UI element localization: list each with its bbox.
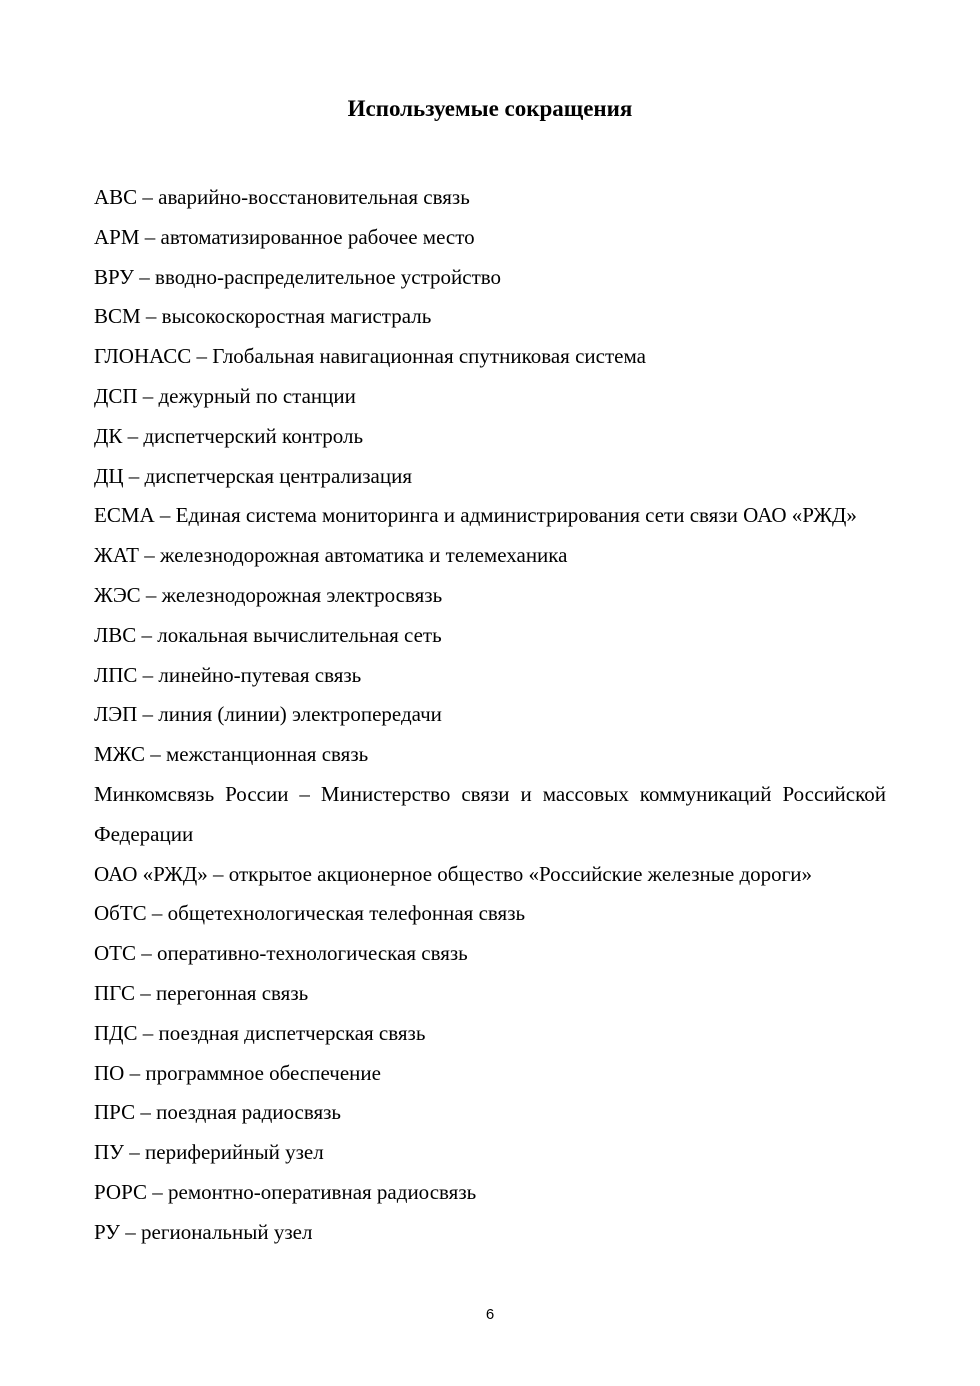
- abbreviation-entry: ГЛОНАСС – Глобальная навигационная спутниковая система: [94, 344, 646, 369]
- abbreviation-entry: ПУ – периферийный узел: [94, 1140, 324, 1165]
- abbreviation-entry: РОРС – ремонтно-оперативная радиосвязь: [94, 1179, 477, 1204]
- abbreviation-entry: ЖЭС – железнодорожная электросвязь: [94, 582, 443, 607]
- abbreviations-list: [94, 178, 886, 1253]
- abbreviation-entry: ДК – диспетчерский контроль: [94, 423, 364, 448]
- abbreviation-entry: ОТС – оперативно-технологическая связь: [94, 941, 468, 966]
- abbreviation-entry: АВС – аварийно-восстановительная связь: [94, 185, 470, 209]
- abbreviation-entry: ЛПС – линейно-путевая связь: [94, 662, 362, 687]
- abbreviation-entry: ЕСМА – Единая система мониторинга и администрирования сети связи ОАО «РЖД»: [94, 503, 857, 528]
- abbreviation-entry: ПДС – поездная диспетчерская связь: [94, 1020, 426, 1045]
- page-title: Используемые сокращения: [347, 96, 633, 121]
- abbreviation-entry: ЖАТ – железнодорожная автоматика и телемеханика: [94, 543, 568, 568]
- abbreviation-entry: ОАО «РЖД» – открытое акционерное общество «Российские железные дороги»: [94, 861, 813, 886]
- abbreviation-entry: ЛВС – локальная вычислительная сеть: [94, 622, 442, 647]
- abbreviation-entry: АРМ – автоматизированное рабочее место: [94, 224, 475, 249]
- abbreviation-entry: ДЦ – диспетчерская централизация: [94, 463, 412, 488]
- abbreviation-entry: ОбТС – общетехнологическая телефонная связь: [94, 901, 526, 926]
- abbreviation-entry: ВРУ – вводно-распределительное устройство: [94, 264, 502, 289]
- abbreviation-entry: МЖС – межстанционная связь: [94, 742, 369, 767]
- abbreviation-entry: Минкомсвязь России – Министерство связи и массовых коммуникаций Российской Федерации: [94, 781, 886, 846]
- page-number: 6: [485, 1306, 495, 1323]
- abbreviation-entry: ДСП – дежурный по станции: [94, 383, 356, 408]
- abbreviation-entry: ВСМ – высокоскоростная магистраль: [94, 304, 432, 329]
- abbreviation-entry: РУ – региональный узел: [94, 1219, 313, 1244]
- abbreviation-entry: ЛЭП – линия (линии) электропередачи: [94, 702, 442, 727]
- abbreviation-entry: ПГС – перегонная связь: [94, 980, 309, 1005]
- abbreviation-entry: ПО – программное обеспечение: [94, 1060, 381, 1085]
- abbreviation-entry: ПРС – поездная радиосвязь: [94, 1100, 342, 1125]
